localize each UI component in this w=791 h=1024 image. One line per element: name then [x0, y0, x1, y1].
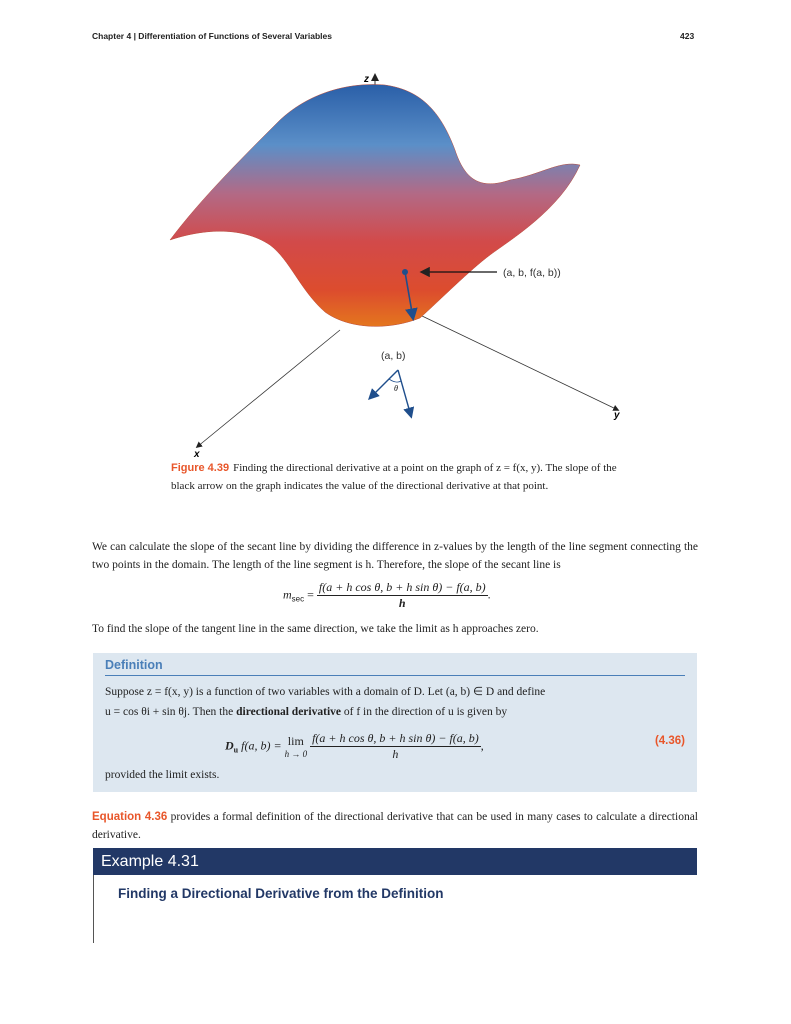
- eq-d: D: [225, 738, 234, 753]
- example-heading: Finding a Directional Derivative from the Definition: [118, 886, 444, 901]
- text: provides a formal definition of the directional derivative that can be used in many cases to calculate a directional derivative.: [92, 811, 698, 841]
- y-axis-label: y: [614, 410, 620, 421]
- page-number: 423: [680, 31, 695, 41]
- definition-title: Definition: [105, 658, 163, 672]
- denominator: h: [392, 747, 399, 761]
- example-title-bar: Example 4.31: [93, 848, 697, 875]
- lim-sub: h → 0: [284, 749, 308, 759]
- z-axis-label: z: [364, 74, 369, 85]
- equation-number: (4.36): [654, 735, 685, 747]
- angle-label: θ: [394, 384, 398, 393]
- x-axis-label: x: [194, 449, 200, 460]
- point-label: (a, b, f(a, b)): [503, 267, 561, 279]
- definition-line2: [105, 703, 685, 721]
- numerator: f(a + h cos θ, b + h sin θ) − f(a, b): [318, 580, 486, 594]
- text: of f in the direction of u is given by: [341, 706, 508, 718]
- equation-4-36: $D_u$ f(a, b) = lim h → 0 $\frac{\text{f(a + h cos θ, b + h sin θ) − f(a, b)}}{h}$ ,: [225, 731, 484, 761]
- figure-4-39: [0, 0, 791, 460]
- y-axis: [420, 315, 618, 410]
- definition-box: [93, 653, 697, 792]
- angle-arc: [389, 379, 401, 382]
- eq-equals: =: [304, 587, 317, 602]
- eq-sub: u: [233, 745, 239, 755]
- paragraph-tangent: To find the slope of the tangent line in the same direction, we take the limit as h approaches zero.: [92, 623, 539, 635]
- numerator: f(a + h cos θ, b + h sin θ) − f(a, b): [312, 731, 479, 745]
- fraction: [317, 580, 488, 611]
- definition-line1: Suppose z = f(x, y) is a function of two variables with a domain of D. Let (a, b) ∈ D and define: [105, 686, 546, 698]
- paragraph-secant: We can calculate the slope of the secant line by dividing the difference in z-values by the length of the line segment connecting the two points in the domain. The length of the line segment is h. Therefore, the slope of the secant line is: [92, 541, 698, 571]
- limit: [285, 734, 308, 759]
- eq-lhs: m: [283, 587, 292, 602]
- example-border: [93, 875, 94, 943]
- unit-vector: u = cos θi + sin θj.: [105, 706, 191, 718]
- denominator: h: [398, 596, 406, 610]
- surface-graph: [170, 84, 580, 326]
- surface-point: [402, 269, 408, 275]
- domain-point-label: (a, b): [381, 350, 406, 362]
- term-directional-derivative: directional derivative: [236, 706, 341, 718]
- paragraph-equation-ref: [92, 808, 698, 844]
- x-axis: [197, 330, 340, 447]
- lim: lim: [287, 734, 304, 748]
- chapter-header: Chapter 4 | Differentiation of Functions of Several Variables: [92, 31, 332, 41]
- figure-caption: [171, 459, 621, 495]
- direction-arrow-h: [398, 370, 411, 416]
- equation-link[interactable]: Equation 4.36: [92, 811, 168, 823]
- eq-sub: sec: [291, 594, 305, 604]
- text: Then the: [190, 706, 237, 718]
- caption-text: Finding the directional derivative at a point on the graph of z = f(x, y). The slope of the black arrow on the graph indicates the value of the directional derivative at that point.: [171, 462, 617, 492]
- fraction: [310, 731, 481, 762]
- equation-msec: $m_{sec}$ = $\frac{\text{f(a + h cos θ, b + h sin θ) − f(a, b)}}{h}$ .: [283, 580, 491, 610]
- eq-lhs: f(a, b) =: [238, 738, 285, 753]
- definition-rule: [105, 675, 685, 676]
- definition-closing: provided the limit exists.: [105, 769, 220, 781]
- figure-label: Figure 4.39: [171, 462, 230, 474]
